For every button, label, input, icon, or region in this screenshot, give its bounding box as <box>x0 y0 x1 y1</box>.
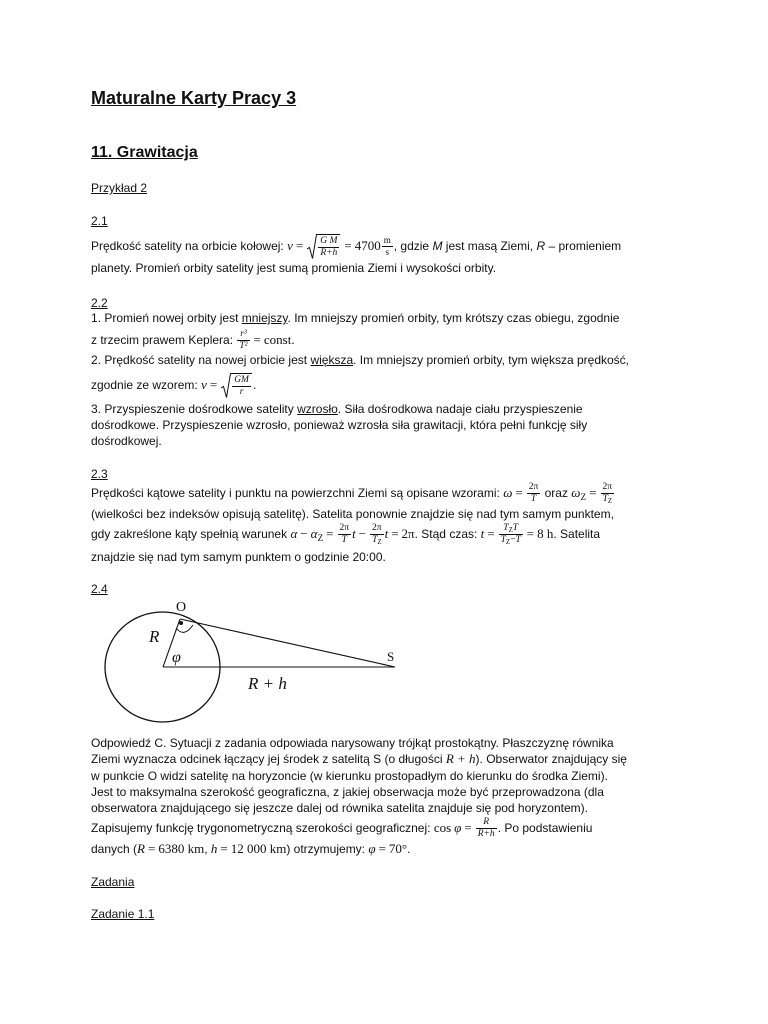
text-run: gdy zakreślone kąty spełnią warunek <box>91 527 291 541</box>
fraction <box>527 482 541 505</box>
s23-line-2: (wielkości bez indeksów opisują satelitę). Satelita ponownie znajdzie się nad tym samym punktem, <box>91 507 614 521</box>
text-run: oraz <box>541 486 572 500</box>
fraction <box>318 236 339 259</box>
equals-sign: = <box>344 238 352 253</box>
text-run: Ziemi wyznacza odcinek łączący jej środek z satelitą S (o długości <box>91 752 446 766</box>
var-T: T <box>500 535 506 546</box>
text-run: 3. Przyspieszenie dośrodkowe satelity <box>91 402 298 416</box>
two-pi: 2π <box>401 526 415 541</box>
section-label-2-1: 2.1 <box>91 214 108 228</box>
var-T: T <box>515 535 521 546</box>
equals-sign: = <box>526 526 535 541</box>
subscript: Z <box>580 492 587 503</box>
var-t: t <box>352 526 356 541</box>
omega-symbol: ω <box>571 485 581 500</box>
s23-line-3 <box>91 523 601 547</box>
equals-sign: = <box>464 820 472 835</box>
var-v: v <box>201 377 207 392</box>
text-run: . <box>252 378 257 392</box>
h-value: 12 000 km <box>230 841 287 856</box>
subscript: Z <box>508 527 513 535</box>
s22-line-6: dośrodkowe. Przyspieszenie wzrosło, ponieważ wzrosła siła grawitacji, która pełni funkcję siły <box>91 418 588 432</box>
text-run: – promieniem <box>545 239 622 253</box>
radical-sign <box>307 234 317 259</box>
equals-sign: = <box>515 485 523 500</box>
numerator <box>499 523 523 535</box>
square-root <box>307 234 340 259</box>
var-M: M <box>432 239 443 253</box>
var-alpha: α <box>290 526 298 541</box>
underlined-word: mniejszy <box>241 311 288 325</box>
var-alpha-z <box>310 526 324 544</box>
fraction <box>601 482 615 505</box>
text-run: 1. Promień nowej orbity jest <box>91 311 242 325</box>
label-S: S <box>387 649 395 664</box>
section-label-2-4: 2.4 <box>91 582 108 596</box>
text-run: . Satelita <box>553 527 601 541</box>
radical-sign <box>221 373 231 398</box>
result-value: 8 h <box>537 526 554 541</box>
tasks-heading: Zadania <box>91 875 135 889</box>
minus-sign: − <box>300 526 308 541</box>
equals-sign: = <box>147 841 156 856</box>
subscript: Z <box>607 498 613 506</box>
chapter-heading: 11. Grawitacja <box>91 144 198 161</box>
var-T: T <box>372 535 378 546</box>
s24-line-5: obserwatora znajdującego się jeszcze dalej od równika satelita znajduje się pod horyzontem). <box>91 801 588 815</box>
label-R-plus-h: R + h <box>248 674 287 693</box>
equals-sign: = <box>220 841 228 856</box>
equals-sign: = <box>487 526 495 541</box>
var-omega-z <box>571 485 587 503</box>
s24-line-7 <box>91 841 410 857</box>
underlined-word: wzrosło <box>297 402 338 416</box>
s24-line-1: Odpowiedź C. Sytuacji z zadania odpowiada narysowany trójkąt prostokątny. Płaszczyznę równika <box>91 736 614 750</box>
denominator: T <box>530 494 537 505</box>
equals-sign: = <box>209 377 218 392</box>
R-value: 6380 km <box>158 841 205 856</box>
var-R: R <box>137 841 145 856</box>
label-phi: φ <box>172 649 181 666</box>
numerator: G M <box>320 236 338 247</box>
text-run: , <box>204 842 211 856</box>
line-of-sight <box>180 619 395 667</box>
square-root <box>221 373 252 398</box>
subscript: Z <box>505 539 511 547</box>
denominator: r <box>239 387 244 398</box>
s22-line-7: dośrodkowej. <box>91 434 162 448</box>
equals-sign: = <box>295 238 304 253</box>
var-v: v <box>287 238 293 253</box>
text-run: z trzecim prawem Keplera: <box>91 333 237 347</box>
speed-value: 4700 <box>354 238 381 253</box>
denominator <box>499 535 523 546</box>
text-run: . Im mniejszy promień orbity, tym większa prędkość, <box>353 353 629 367</box>
right-angle-dot <box>179 621 183 625</box>
text-run: danych ( <box>91 842 138 856</box>
text-run: . <box>407 842 411 856</box>
denominator: T <box>341 535 347 546</box>
s24-line-2 <box>91 751 627 767</box>
fraction <box>338 523 352 546</box>
s24-line-3: w punkcie O widzi satelitę na horyzoncie (w kierunku prostopadłym do kierunku do środka Ziemi). <box>91 769 608 783</box>
numerator: 2π <box>339 523 350 534</box>
time-fraction <box>499 523 523 546</box>
s22-line-4 <box>91 375 257 398</box>
numerator: GM <box>234 375 249 386</box>
s22-line-1 <box>91 310 619 326</box>
var-T: T <box>512 523 519 534</box>
var-R: R <box>536 239 546 253</box>
section-label-2-2: 2.2 <box>91 296 108 310</box>
fraction <box>476 817 497 840</box>
task-1-1-heading: Zadanie 1.1 <box>91 907 155 921</box>
equals-sign: = <box>326 526 334 541</box>
text-run: 2. Prędkość satelity na nowej orbicie jest <box>91 353 311 367</box>
fraction <box>370 523 384 546</box>
example-heading: Przykład 2 <box>91 181 148 195</box>
satellite-geometry-diagram <box>95 595 405 730</box>
s24-line-4: Jest to maksymalna szerokość geograficzna, z jakiej obserwacja może być przeprowadzona (dla <box>91 785 604 799</box>
s23-line-4: znajdzie się nad tym samym punktem o godzinie 20:00. <box>91 550 386 564</box>
s24-line-6 <box>91 817 593 840</box>
fraction <box>232 375 251 398</box>
var-t: t <box>384 526 389 541</box>
text-run: ) otrzymujemy: <box>286 842 369 856</box>
underlined-word: większa <box>310 353 354 367</box>
equals-sign: = <box>378 841 386 856</box>
minus-sign: − <box>358 526 367 541</box>
expr-R-plus-h: R + h <box>445 751 476 766</box>
numerator: 2π <box>528 482 539 493</box>
numerator: 2π <box>372 523 382 534</box>
equals-sign: = <box>589 485 597 500</box>
denominator <box>370 535 384 546</box>
section-label-2-3: 2.3 <box>91 467 108 481</box>
var-T: T <box>602 494 608 505</box>
s22-line-2 <box>91 329 295 352</box>
radicand <box>317 234 340 259</box>
s22-line-5 <box>91 401 583 417</box>
label-O: O <box>176 600 187 615</box>
text-run: Zapisujemy funkcję trygonometryczną szerokości geograficznej: <box>91 821 434 835</box>
unit-denominator: s <box>385 247 389 258</box>
s21-line-1 <box>91 235 622 259</box>
numerator: 2π <box>602 482 613 493</box>
text-run: . Stąd czas: <box>414 527 481 541</box>
denominator <box>601 494 615 505</box>
text-run: Prędkość satelity na orbicie kołowej: <box>91 239 288 253</box>
var-t: t <box>480 526 485 541</box>
equals-sign: = <box>391 526 399 541</box>
denominator: R+h <box>477 829 495 840</box>
text-run: . Po podstawieniu <box>497 821 593 835</box>
var-T: T <box>503 523 509 534</box>
label-R: R <box>149 627 160 646</box>
equals-sign: = <box>253 332 261 347</box>
radicand <box>231 373 252 398</box>
right-angle-arc <box>176 625 193 632</box>
var-phi: φ <box>368 841 376 856</box>
page-title: Maturalne Karty Pracy 3 <box>91 88 297 108</box>
s22-line-3 <box>91 352 629 368</box>
text-run: . Siła dośrodkowa nadaje ciału przyspieszenie <box>337 402 583 416</box>
text-run: jest masą Ziemi, <box>442 239 537 253</box>
subscript: Z <box>377 539 382 547</box>
alpha-symbol: α <box>310 526 318 541</box>
unit-fraction <box>382 235 393 258</box>
text-run: , gdzie <box>393 239 433 253</box>
text-run: . Im mniejszy promień orbity, tym krótszy czas obiegu, zgodnie <box>287 311 620 325</box>
cos-function: cos <box>433 820 452 835</box>
var-h: h <box>210 841 218 856</box>
kepler-fraction <box>237 329 249 352</box>
subscript: Z <box>317 533 324 544</box>
numerator: r³ <box>237 329 249 341</box>
s23-line-1 <box>91 482 615 506</box>
denominator: T² <box>239 341 248 352</box>
var-phi: φ <box>454 820 462 835</box>
text-run: zgodnie ze wzorem: <box>91 378 202 392</box>
const-text: const. <box>263 332 295 347</box>
text-run: Prędkości kątowe satelity i punktu na powierzchni Ziemi są opisane wzorami: <box>91 486 504 500</box>
unit-numerator: m <box>383 235 391 246</box>
var-omega: ω <box>503 485 513 500</box>
s21-line-2: planety. Promień orbity satelity jest sumą promienia Ziemi i wysokości orbity. <box>91 261 497 275</box>
phi-value: 70° <box>388 841 408 856</box>
minus-sign: − <box>510 535 516 546</box>
text-run: ). Obserwator znajdujący się <box>475 752 627 766</box>
denominator: R+h <box>320 248 338 259</box>
numerator: R <box>476 817 497 829</box>
